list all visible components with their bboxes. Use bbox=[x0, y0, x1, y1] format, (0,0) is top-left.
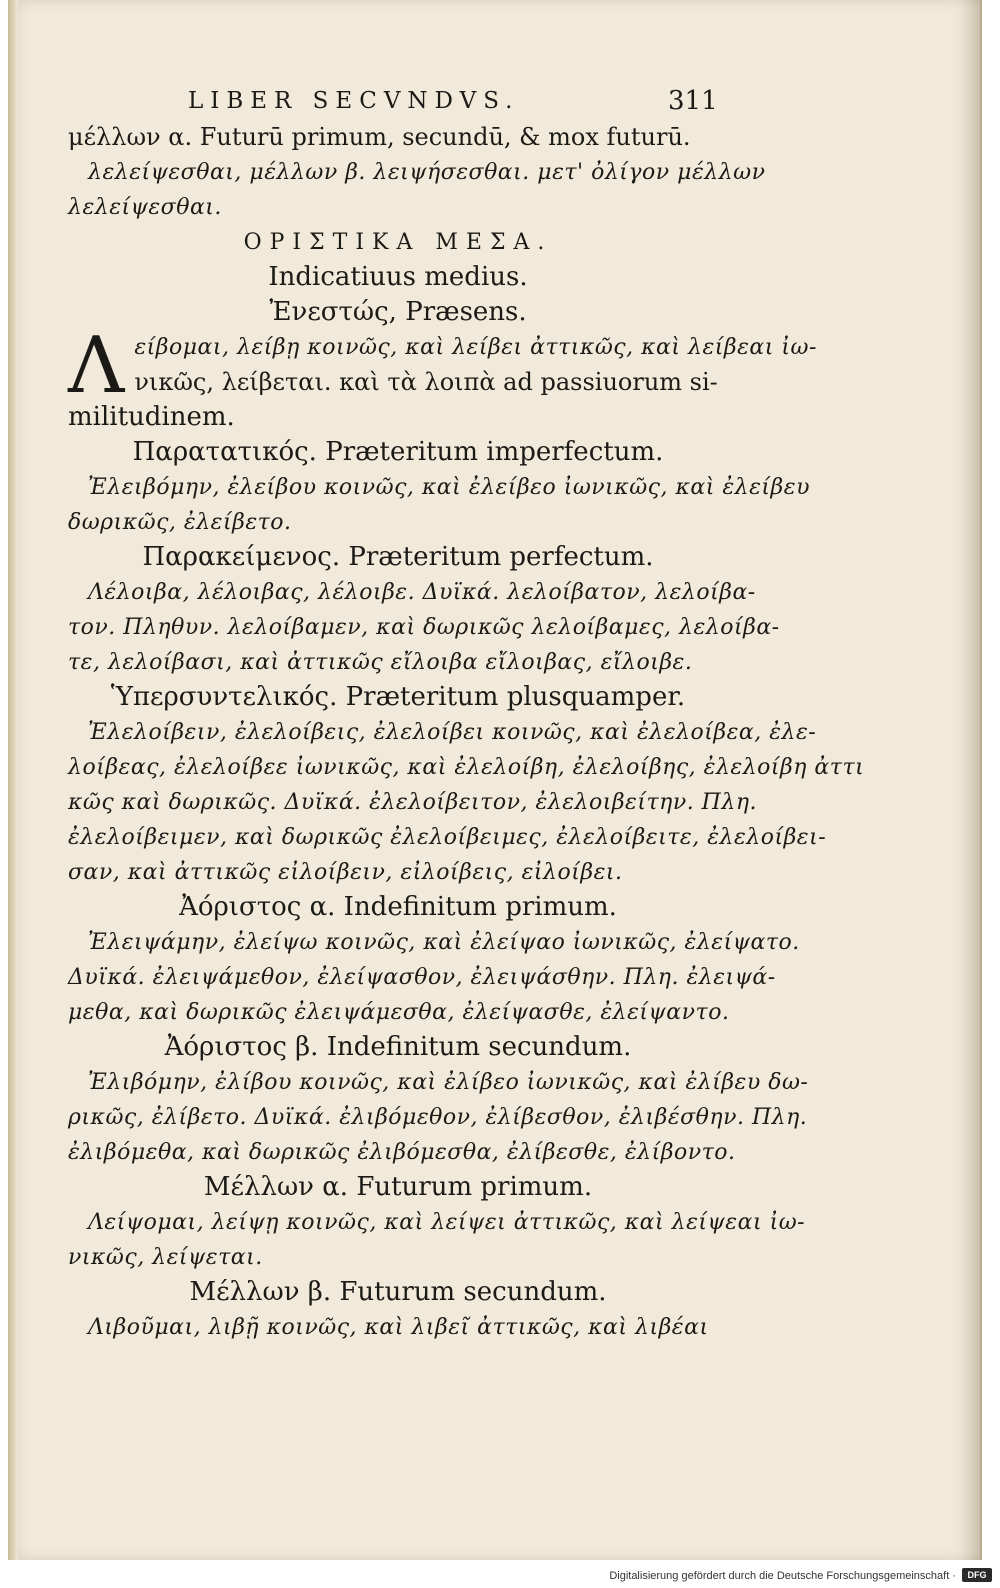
text-line: τον. Πληθυν. λελοίβαμεν, καὶ δωρικῶς λελοίβαμες, λελοίβα- bbox=[68, 615, 780, 640]
text-line: τε, λελοίβασι, καὶ ἀττικῶς εἴλοιβα εἴλοιβας, εἴλοιβε. bbox=[68, 650, 693, 675]
text-line: Ἐλειψάμην, ἐλείψω κοινῶς, καὶ ἐλείψαο ἰωνικῶς, ἐλείψατο. bbox=[88, 930, 800, 955]
running-title: LIBER SECVNDVS. bbox=[188, 88, 520, 114]
text-line: Ἐλιβόμην, ἐλίβου κοινῶς, καὶ ἐλίβεο ἰωνικῶς, καὶ ἐλίβευ δω- bbox=[88, 1070, 809, 1095]
section-heading-greek: ΟΡΙΣΤΙΚΑ ΜΕΣΑ. bbox=[243, 230, 553, 255]
paragraph-with-drop-cap bbox=[68, 321, 817, 411]
dfg-logo: DFG bbox=[962, 1568, 992, 1582]
folio-number: 311 bbox=[668, 86, 718, 116]
text-line: Ἐλελοίβειν, ἐλελοίβεις, ἐλελοίβει κοινῶς, καὶ ἐλελοίβεα, ἐλε- bbox=[88, 720, 817, 745]
text-line: κῶς καὶ δωρικῶς. Δυϊκά. ἐλελοίβειτον, ἐλελοιβείτην. Πλη. bbox=[68, 790, 757, 815]
text-line: λελείψεσθαι, μέλλων β. λειψήσεσθαι. μετ' ὀλίγον μέλλων bbox=[88, 160, 766, 185]
text-line: είβομαι, λείβῃ κοινῶς, καὶ λείβει ἀττικῶς, καὶ λείβεαι ἰω- bbox=[134, 335, 817, 360]
subheading: Ἀόριστος β. Indefinitum secundum. bbox=[164, 1032, 632, 1062]
text-line: Λιβοῦμαι, λιβῇ κοινῶς, καὶ λιβεῖ ἀττικῶς, καὶ λιβέαι bbox=[88, 1315, 709, 1340]
section-heading-latin: Indicatiuus medius. bbox=[268, 262, 528, 292]
subheading: Ἐνεστώς, Præsens. bbox=[269, 297, 527, 327]
text-line: ἐλελοίβειμεν, καὶ δωρικῶς ἐλελοίβειμες, ἐλελοίβειτε, ἐλελοίβει- bbox=[68, 825, 827, 850]
subheading: Ἀόριστος α. Indefinitum primum. bbox=[179, 892, 617, 922]
drop-cap: Λ bbox=[68, 321, 125, 411]
text-line: δωρικῶς, ἐλείβετο. bbox=[68, 510, 292, 535]
page-text-block bbox=[68, 80, 865, 1345]
text-line: Ἐλειβόμην, ἐλείβου κοινῶς, καὶ ἐλείβεο ἰωνικῶς, καὶ ἐλείβευ bbox=[88, 475, 810, 500]
running-head bbox=[68, 80, 728, 120]
text-line: μέλλων α. Futurū primum, secundū, & mox futurū. bbox=[68, 123, 691, 151]
subheading: Ὑπερσυντελικός. Præteritum plusquamper. bbox=[110, 682, 686, 712]
text-line: ρικῶς, ἐλίβετο. Δυϊκά. ἐλιβόμεθον, ἐλίβεσθον, ἐλιβέσθην. Πλη. bbox=[68, 1105, 808, 1130]
book-page bbox=[8, 0, 982, 1560]
page-gutter bbox=[8, 0, 18, 1560]
text-line: νικῶς, λείψεται. bbox=[68, 1245, 263, 1270]
text-line: λελείψεσθαι. bbox=[68, 195, 222, 220]
subheading: Μέλλων α. Futurum primum. bbox=[203, 1172, 593, 1202]
text-line: μεθα, καὶ δωρικῶς ἐλειψάμεσθα, ἐλείψασθε, ἐλείψαντο. bbox=[68, 1000, 730, 1025]
subheading: Παρακείμενος. Præteritum perfectum. bbox=[142, 542, 654, 572]
text-line: σαν, καὶ ἀττικῶς εἰλοίβειν, εἰλοίβεις, εἰλοίβει. bbox=[68, 860, 623, 885]
subheading: Παρατατικός. Præteritum imperfectum. bbox=[132, 437, 664, 467]
text-line: militudinem. bbox=[68, 402, 235, 432]
text-line: λοίβεας, ἐλελοίβεε ἰωνικῶς, καὶ ἐλελοίβη, ἐλελοίβης, ἐλελοίβη ἀττι bbox=[68, 755, 865, 780]
text-line: νικῶς, λείβεται. καὶ τὰ λοιπὰ ad passiuorum si- bbox=[134, 368, 718, 396]
text-line: ἐλιβόμεθα, καὶ δωρικῶς ἐλιβόμεσθα, ἐλίβεσθε, ἐλίβοντο. bbox=[68, 1140, 736, 1165]
subheading: Μέλλων β. Futurum secundum. bbox=[189, 1277, 607, 1307]
text-line: Λείψομαι, λείψῃ κοινῶς, καὶ λείψει ἀττικῶς, καὶ λείψεαι ἰω- bbox=[88, 1210, 806, 1235]
text-line: Δυϊκά. ἐλειψάμεθον, ἐλείψασθον, ἐλειψάσθην. Πλη. ἐλειψά- bbox=[68, 965, 776, 990]
digitization-footer bbox=[0, 1562, 1000, 1588]
text-line: Λέλοιβα, λέλοιβας, λέλοιβε. Δυϊκά. λελοίβατον, λελοίβα- bbox=[88, 580, 756, 605]
funding-credit: Digitalisierung gefördert durch die Deutsche Forschungsgemeinschaft · bbox=[609, 1570, 956, 1582]
